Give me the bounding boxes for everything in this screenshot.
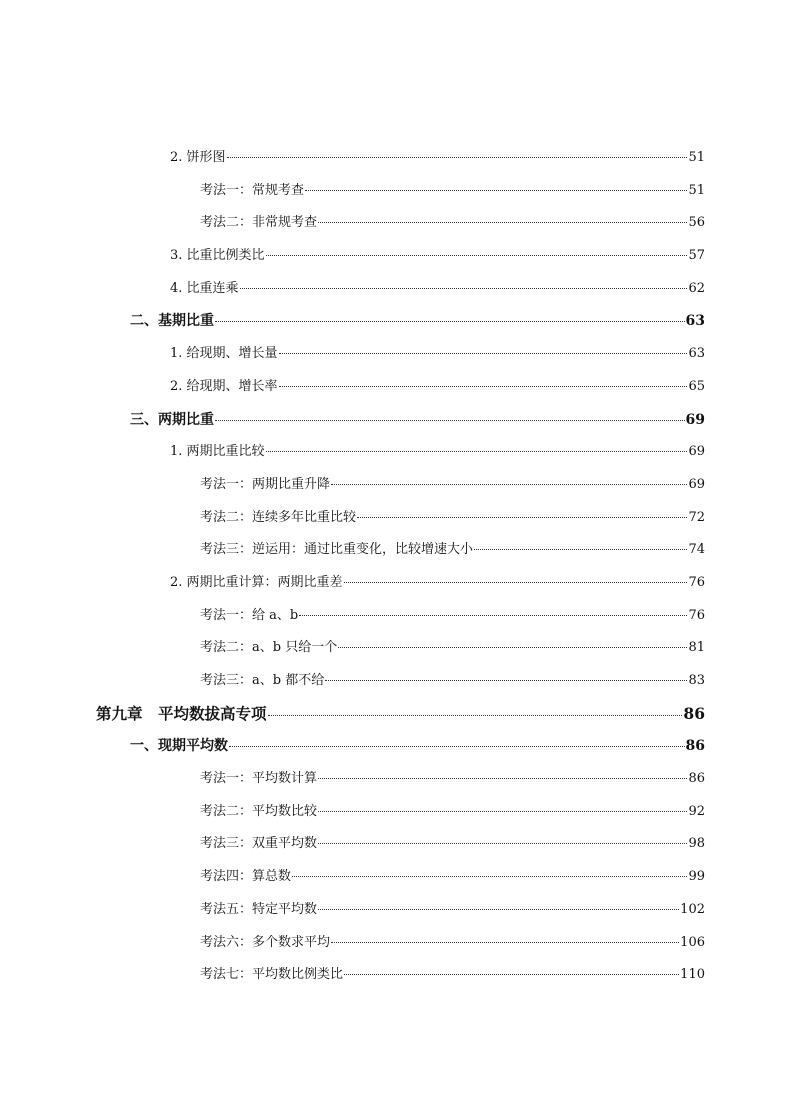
toc-subsection-entry: [0, 142, 800, 175]
toc-entry-title: 考法一：平均数计算: [200, 771, 318, 787]
dot-leader: [268, 715, 683, 716]
toc-page-number: 110: [680, 967, 705, 983]
dot-leader: [279, 386, 688, 387]
toc-entry-title: 考法七：平均数比例类比: [200, 967, 344, 983]
dot-leader: [344, 582, 688, 583]
toc-entry-title: 考法一：两期比重升降: [200, 476, 331, 492]
toc-entry-title: 考法五：特定平均数: [200, 901, 318, 917]
toc-page-number: 62: [688, 280, 705, 296]
toc-method-entry: [0, 665, 800, 698]
toc-method-entry: [0, 502, 800, 535]
toc-entry-title: 考法二：非常规考查: [200, 215, 318, 231]
toc-page-number: 98: [688, 836, 705, 852]
dot-leader: [357, 517, 687, 518]
toc-entry-title: 2. 两期比重计算：两期比重差: [170, 574, 343, 590]
toc-page-number: 74: [688, 542, 705, 558]
toc-page-number: 81: [688, 640, 705, 656]
toc-method-entry: [0, 828, 800, 861]
toc-entry-title: 3. 比重比例类比: [170, 248, 265, 264]
toc-entry-title: 考法二：a、b 只给一个: [200, 640, 338, 656]
dot-leader: [229, 746, 685, 747]
toc-entry-title: 4. 比重连乘: [170, 280, 239, 296]
toc-entry-title: 考法四：算总数: [200, 869, 292, 885]
toc-page-number: 56: [688, 215, 705, 231]
toc-section-entry: [0, 404, 800, 437]
toc-page-number: 57: [688, 248, 705, 264]
toc-entry-title: 考法三：双重平均数: [200, 836, 318, 852]
toc-page-number: 63: [685, 313, 705, 330]
toc-page-number: 69: [688, 476, 705, 492]
toc-page-number: 63: [688, 346, 705, 362]
toc-page-number: 86: [688, 771, 705, 787]
toc-page-number: 76: [688, 607, 705, 623]
toc-entry-title: 考法一：常规考查: [200, 182, 305, 198]
toc-method-entry: [0, 763, 800, 796]
toc-method-entry: [0, 469, 800, 502]
dot-leader: [215, 321, 685, 322]
toc-entry-title: 考法一：给 a、b: [200, 607, 299, 623]
toc-entry-title: 1. 给现期、增长量: [170, 346, 278, 362]
dot-leader: [227, 157, 688, 158]
toc-page-number: 65: [688, 378, 705, 394]
toc-page-number: 102: [680, 901, 705, 917]
toc-entry-title: 考法三：逆运用：通过比重变化，比较增速大小: [200, 542, 474, 558]
toc-entry-title: 考法二：平均数比较: [200, 803, 318, 819]
toc-entry-title: 考法六：多个数求平均: [200, 934, 331, 950]
toc-method-entry: [0, 959, 800, 992]
dot-leader: [299, 615, 687, 616]
dot-leader: [279, 353, 688, 354]
toc-method-entry: [0, 534, 800, 567]
toc-page-number: 92: [688, 803, 705, 819]
toc-page-number: 51: [688, 150, 705, 165]
dot-leader: [331, 942, 679, 943]
toc-entry-title: 一、现期平均数: [130, 738, 228, 755]
dot-leader: [305, 190, 687, 191]
dot-leader: [266, 451, 688, 452]
toc-subsection-entry: [0, 567, 800, 600]
toc-entry-title: 2. 给现期、增长率: [170, 378, 278, 394]
dot-leader: [266, 255, 688, 256]
toc-entry-title: 2. 饼形图: [170, 150, 226, 165]
toc-subsection-entry: [0, 338, 800, 371]
dot-leader: [292, 876, 687, 877]
table-of-contents: [0, 142, 800, 992]
dot-leader: [318, 222, 687, 223]
toc-subsection-entry: [0, 371, 800, 404]
dot-leader: [318, 811, 687, 812]
dot-leader: [240, 288, 688, 289]
toc-page-number: 51: [688, 182, 705, 198]
toc-page-number: 69: [685, 411, 705, 428]
toc-method-entry: [0, 927, 800, 960]
dot-leader: [325, 680, 687, 681]
toc-page-number: 86: [685, 738, 705, 755]
toc-subsection-entry: [0, 273, 800, 306]
dot-leader: [338, 647, 687, 648]
toc-chapter-entry: [0, 698, 800, 731]
toc-method-entry: [0, 632, 800, 665]
toc-method-entry: [0, 796, 800, 829]
toc-entry-title: 三、两期比重: [130, 411, 214, 428]
dot-leader: [318, 843, 687, 844]
toc-section-entry: [0, 730, 800, 763]
toc-method-entry: [0, 207, 800, 240]
toc-subsection-entry: [0, 436, 800, 469]
toc-method-entry: [0, 175, 800, 208]
toc-entry-title: 考法三：a、b 都不给: [200, 673, 325, 688]
dot-leader: [331, 484, 687, 485]
toc-entry-title: 二、基期比重: [130, 313, 214, 330]
toc-method-entry: [0, 600, 800, 633]
dot-leader: [344, 974, 679, 975]
dot-leader: [318, 778, 687, 779]
toc-page-number: 86: [683, 703, 705, 723]
toc-entry-title: 考法二：连续多年比重比较: [200, 509, 357, 525]
dot-leader: [318, 909, 679, 910]
toc-page-number: 83: [688, 673, 705, 688]
toc-entry-title: 1. 两期比重比较: [170, 444, 265, 460]
dot-leader: [215, 420, 685, 421]
dot-leader: [474, 549, 687, 550]
toc-page-number: 106: [680, 934, 705, 950]
toc-method-entry: [0, 861, 800, 894]
toc-page-number: 69: [688, 444, 705, 460]
toc-entry-title: 第九章 平均数拔高专项: [96, 703, 267, 723]
toc-section-entry: [0, 305, 800, 338]
toc-page-number: 72: [688, 509, 705, 525]
toc-method-entry: [0, 894, 800, 927]
toc-page-number: 76: [688, 574, 705, 590]
toc-subsection-entry: [0, 240, 800, 273]
toc-page-number: 99: [688, 869, 705, 885]
